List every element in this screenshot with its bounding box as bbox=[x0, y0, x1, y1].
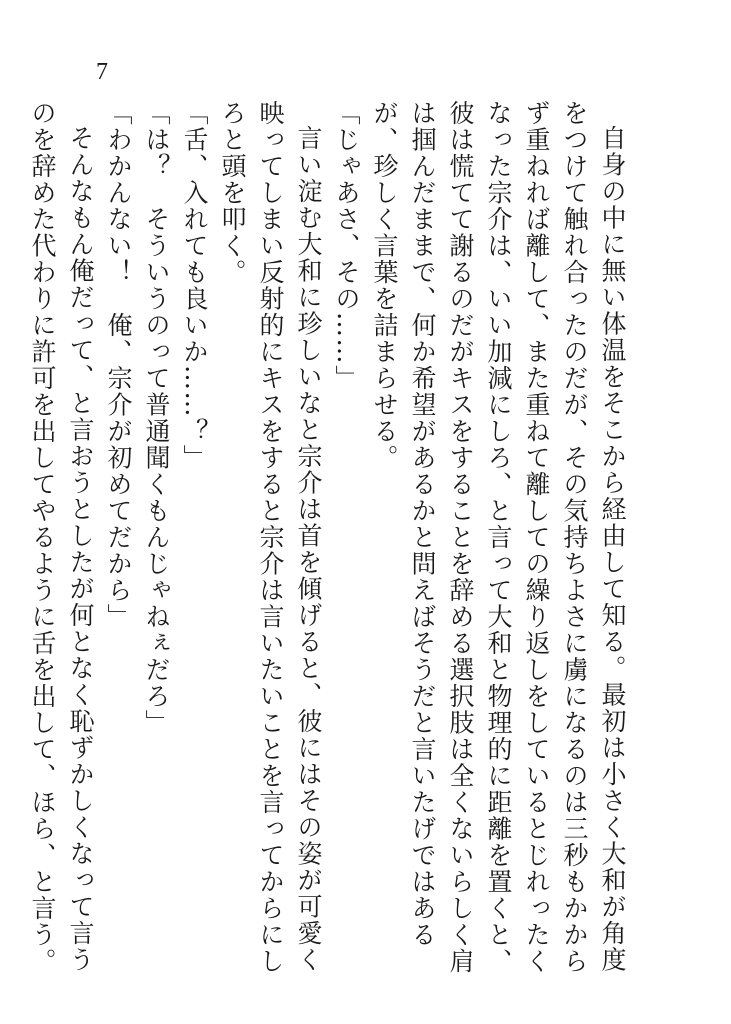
dialogue-4: 「わかんない！ 俺、宗介が初めてだから」 bbox=[104, 100, 133, 630]
page-number: 7 bbox=[96, 59, 108, 85]
paragraph-2: 言い淀む大和に珍しいなと宗介は首を傾げると、彼にはその姿が可愛く映ってしまい反射的にキスをすると宗介は言いたいことを言ってからにしろと頭を叩く。 bbox=[218, 100, 323, 975]
dialogue-2: 「舌、入れても良いか……？」 bbox=[180, 100, 209, 471]
dialogue-3: 「は？ そういうのって普通聞くもんじゃねぇだろ」 bbox=[142, 100, 171, 736]
vertical-body-text bbox=[28, 100, 631, 980]
paragraph-1: 自身の中に無い体温をそこから経由して知る。最初は小さく大和が角度をつけて触れ合ったのだが、その気持ちよさに虜になるのは三秒もかからず重ねれば離して、また重ねて離しての繰り返しをしているとじれったくなった宗介は、いい加減にしろ、と言って大和と物理的に距離を置くと、彼は慌てて謝るのだがキスをすることを辞める選択肢は全くないらしく肩は掴んだままで、何か希望があるかと問えばそうだと言いたげではあるが、珍しく言葉を詰まらせる。 bbox=[370, 100, 627, 975]
paragraph-3: そんなもん俺だって、と言おうとしたが何となく恥ずかしくなって言うのを辞めた代わりに許可を出してやるように舌を出して、ほら、と言う。 bbox=[28, 100, 95, 975]
dialogue-1: 「じゃあさ、その……」 bbox=[332, 100, 361, 392]
